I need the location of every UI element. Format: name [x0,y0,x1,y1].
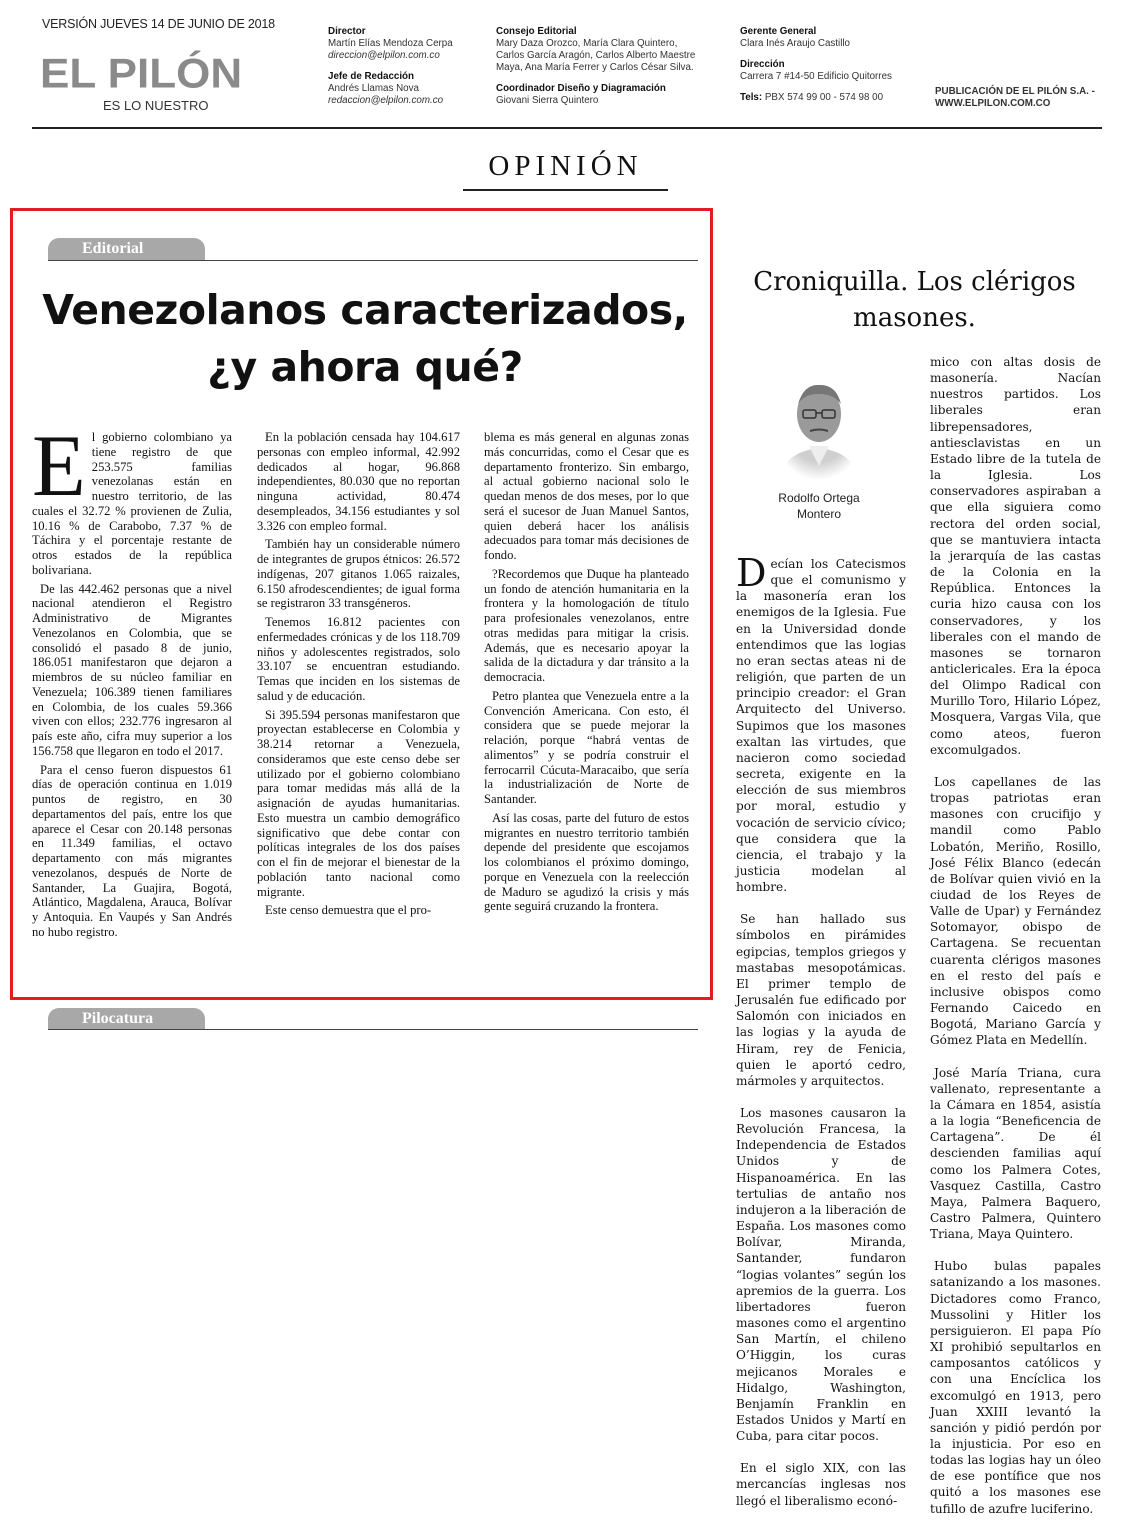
croniquilla-column-2 [930,354,1101,1533]
headline-line: ¿y ahora qué? [207,343,523,391]
editorial-paragraph: El gobierno colombiano ya tiene registro de que 253.575 familias venezolanas están en nuestro territorio, de las cuales el 32.72 % provienen de Zulia, 10.16 % de Carabobo, 7.37 % de Táchira y el porcentaje restante de otros estados de la república bolivariana. [32,418,232,577]
editorial-column-3 [484,430,689,914]
masthead-gerente-block [740,26,925,104]
section-title-underline [463,189,668,191]
author-portrait [774,370,864,480]
editorial-paragraph: Este censo demuestra que el pro- [265,903,432,918]
editorial-paragraph: ?Recordemos que Duque ha planteado un fondo de atención humanitaria en la frontera y la homologación de título para profesionales venezolanos, entre otras medidas para mitigar la crisis. Además, que es necesario apoyar la salida de la dictadura y dar tránsito a la democracia. [484,566,689,684]
newspaper-logo: EL PILÓN [40,50,243,97]
masthead-director-block [328,26,488,107]
croniquilla-paragraph: Los capellanes de las tropas patriotas eran masones con crucifijo y mandil como Pablo Lobatón, Meriño, Rosillo, José Félix Blanco (edecán de Bolívar quien vivió en la ciudad de los Reyes de Valle de Upar) y Fernández Sotomayor, obispo de Cartagena. Se recuentan cuarenta clérigos masones en el resto del país e inclusive obispos como Fernando Caicedo en Bogotá, Mariano García y Gómez Plata en Medellín. [930,774,1101,1048]
croniquilla-headline-line: Croniquilla. Los clérigos [753,267,1076,297]
editorial-paragraph: Petro plantea que Venezuela entre a la Convención Americana. Con esto, él considera que se puede mejorar la relación, porque “habrá ventas de alimentos” y se podría construir el ferrocarril Cúcuta-Maracaibo, que sería la industrialización de Norte de Santander. [484,688,689,806]
author-name: Montero [796,507,842,521]
pilocatura-tab: Pilocatura [48,1008,205,1030]
consejo-label: Consejo Editorial [496,26,577,37]
author-byline [760,490,878,522]
consejo-line: Mary Daza Orozco, María Clara Quintero, [496,38,678,49]
jefe-redaccion-email: redaccion@elpilon.com.co [328,95,444,106]
coordinador-name: Giovani Sierra Quintero [496,95,599,106]
editorial-paragraph: blema es más general en algunas zonas más concurridas, como el Cesar que es departamento fronterizo. Sin embargo, al actual gobierno nacional solo le quedan menos de dos meses, por lo que será el sucesor de Juan Manuel Santos, quien deberá hacer los análisis adecuados para tomar más decisiones de fondo. [484,430,689,562]
jefe-redaccion-name: Andrés Llamas Nova [328,83,419,94]
editorial-paragraph: En la población censada hay 104.617 personas con empleo informal, 42.992 dedicados al hogar, 96.868 independientes, 80.030 que no reportan ninguna actividad, 80.474 desempleados, 34.156 estudiantes y sol 3.326 con empleo formal. [257,430,460,533]
direccion-value: Carrera 7 #14-50 Edificio Quitorres [740,71,892,82]
croniquilla-headline-line: masones. [853,303,976,333]
croniquilla-dropcap: D [736,551,767,595]
newspaper-slogan: ES LO NUESTRO [103,98,209,113]
headline-line: Venezolanos caracterizados, [42,286,688,334]
consejo-line: Maya, Ana María Ferrer y Carlos César Silva. [496,62,694,73]
croniquilla-paragraph: Los masones causaron la Revolución Francesa, la Independencia de Estados Unidos y de Hispanoamérica. En las tertulias de antaño nos indujeron a la liberación de España. Los masones como Bolívar, Miranda, Santander, fundaron “logias volantes” según los apremios de la guerra. Los libertadores fueron masones como el argentino San Martín, el chileno O’Higgin, los curas mejicanos Morales e Hidalgo, Washington, Benjamín Franklin en Estados Unidos y Martí en Cuba, para citar pocos. [736,1106,906,1444]
director-email: direccion@elpilon.com.co [328,50,440,61]
editorial-tab: Editorial [48,238,205,260]
croniquilla-headline [722,264,1107,336]
editorial-dropcap: E [32,418,86,515]
director-name: Martín Elías Mendoza Cerpa [328,38,453,49]
publisher-website: WWW.ELPILON.COM.CO [935,98,1051,109]
masthead-publisher-block [935,86,1095,110]
tels-label: Tels: [740,92,763,103]
coordinador-label: Coordinador Diseño y Diagramación [496,83,666,94]
gerente-label: Gerente General [740,26,817,37]
croniquilla-paragraph: Decían los Catecismos que el comunismo y la masonería eran los enemigos de la Iglesia. Fue en la Universidad donde entendimos que las logias no eran sectas ateas ni de religión, que parten de un principio creador: el Gran Arquitecto del Universo. Supimos que los masones exaltan las virtudes, que nacieron como sociedad secreta, exigente en la elección de sus miembros por moral, estudio y vocación de servicio cívico; que considera que la ciencia, el trabajo y la justicia modelan al hombre. [736,551,906,895]
croniquilla-paragraph: Se han hallado sus símbolos en pirámides egipcias, templos griegos y mastabas mesopotámicas. El primer templo de Jerusalén fue edificado por Salomón con iniciados en las logias y la ayuda de Hiram, rey de Fenicia, quien le aportó cedro, mármoles y arquitectos. [736,912,906,1088]
croniquilla-paragraph: Hubo bulas papales satanizando a los masones. Dictadores como Franco, Mussolini y Hitler los persiguieron. El papa Pío XI prohibió sepultarlos en camposantos católicos y con una Encíclica los excomulgó en 1913, pero Juan XXIII levantó la sanción y pidió perdón por la injusticia. Por eso en todas las logias hay un óleo de ese pontífice que nos quitó a los masones ese tufillo de azufre luciferino. [930,1259,1101,1516]
masthead-divider [32,127,1102,129]
croniquilla-column-1 [736,551,906,1525]
section-title: OPINIÓN [488,150,643,182]
director-label: Director [328,26,366,37]
editorial-tab-rule [48,260,698,261]
consejo-line: Carlos García Aragón, Carlos Alberto Maestre [496,50,696,61]
editorial-paragraph: Si 395.594 personas manifestaron que proyectan establecerse en Colombia y 38.214 retornar a Venezuela, consideramos que este censo debe ser utilizado por el gobierno colombiano para tomar medidas más allá de la asignación de ayudas humanitarias. Esto muestra un cambio demográfico significativo que debe contar con políticas integrales de los dos países con el fin de mejorar el bienestar de la población tanto nacional como migrante. [257,707,460,899]
publisher-line: PUBLICACIÓN DE EL PILÓN S.A. - [935,86,1095,97]
masthead-consejo-block [496,26,726,107]
tels-value: PBX 574 99 00 - 574 98 00 [764,92,884,103]
editorial-paragraph: De las 442.462 personas que a nivel nacional atendieron el Registro Administrativo de Migrantes Venezolanos en Colombia, que se consolidó el pasado 8 de junio, 186.051 manifestaron que dejaron a miembros de su núcleo familiar en Venezuela; 106.389 tienen familiares en Colombia, de los cuales 59.366 viven con ellos; 232.776 ingresaron al país este año, cifra muy superior a los 156.758 que llegaron en todo el 2017. [32,581,232,758]
gerente-name: Clara Inés Araujo Castillo [740,38,850,49]
editorial-column-2 [257,430,460,918]
editorial-paragraph: Para el censo fueron dispuestos 61 días de operación continua en 1.019 puntos de registro, en 30 departamentos del país, entre los que aparece el Cesar con 20.148 personas en 11.349 familias, el octavo departamento con más migrantes venezolanos, después de Norte de Santander, La Guajira, Bogotá, Atlántico, Magdalena, Arauca, Bolívar y Antoquia. En Vaupés y San Andrés no hubo registro. [32,762,232,939]
croniquilla-paragraph: José María Triana, cura vallenato, representante a la Cámara en 1854, asistía a la logia “Beneficencia de Cartagena”. De él descienden familias aquí como los Palmera Cotes, Vasquez Castilla, Castro Maya, Palmera Baquero, Castro Palmera, Quintero Triana, Maya Quintero. [930,1065,1101,1242]
author-name: Rodolfo Ortega [778,491,860,505]
croniquilla-paragraph: mico con altas dosis de masonería. Nacían nuestros partidos. Los liberales eran librepensadores, antiesclavistas en un Estado libre de la tutela de la Iglesia. Los conservadores aspiraban a que ella siguiera como rectora del orden social, que se mantuviera intacta la jerarquía de las castas de la Colonia en la República. Entonces la curia hizo causa con los conservadores, y los liberales con el mando de masones se tornaron anticlericales. Era la época del Olimpo Radical con Murillo Toro, Hilario López, Mosquera, Vargas Vila, que como ateos, fueron excomulgados. [930,355,1101,757]
editorial-paragraph: Tenemos 16.812 pacientes con enfermedades crónicas y de los 118.709 niños y adolescentes registrados, solo 33.107 se encuentran estudiando. Temas que inciden en los sistemas de salud y de educación. [257,615,460,703]
croniquilla-paragraph: En el siglo XIX, con las mercancías inglesas nos llegó el liberalismo econó- [736,1461,906,1508]
pilocatura-tab-rule [48,1029,698,1030]
editorial-paragraph: Así las cosas, parte del futuro de estos migrantes en nuestro territorio también depende del presidente que escojamos los colombianos el próximo domingo, porque en Venezuela con la reelección de Maduro se agudizó la crisis y más gente seguirá cruzando la frontera. [484,810,689,914]
edition-date: VERSIÓN JUEVES 14 DE JUNIO DE 2018 [42,17,275,31]
editorial-headline [20,282,710,396]
editorial-paragraph: También hay un considerable número de integrantes de grupos étnicos: 26.572 indígenas, 207 gitanos 1.065 raizales, 6.150 afrodescendientes; de igual forma se registraron 33 transgéneros. [257,537,460,611]
direccion-label: Dirección [740,59,785,70]
jefe-redaccion-label: Jefe de Redacción [328,71,415,82]
editorial-column-1 [32,418,232,940]
